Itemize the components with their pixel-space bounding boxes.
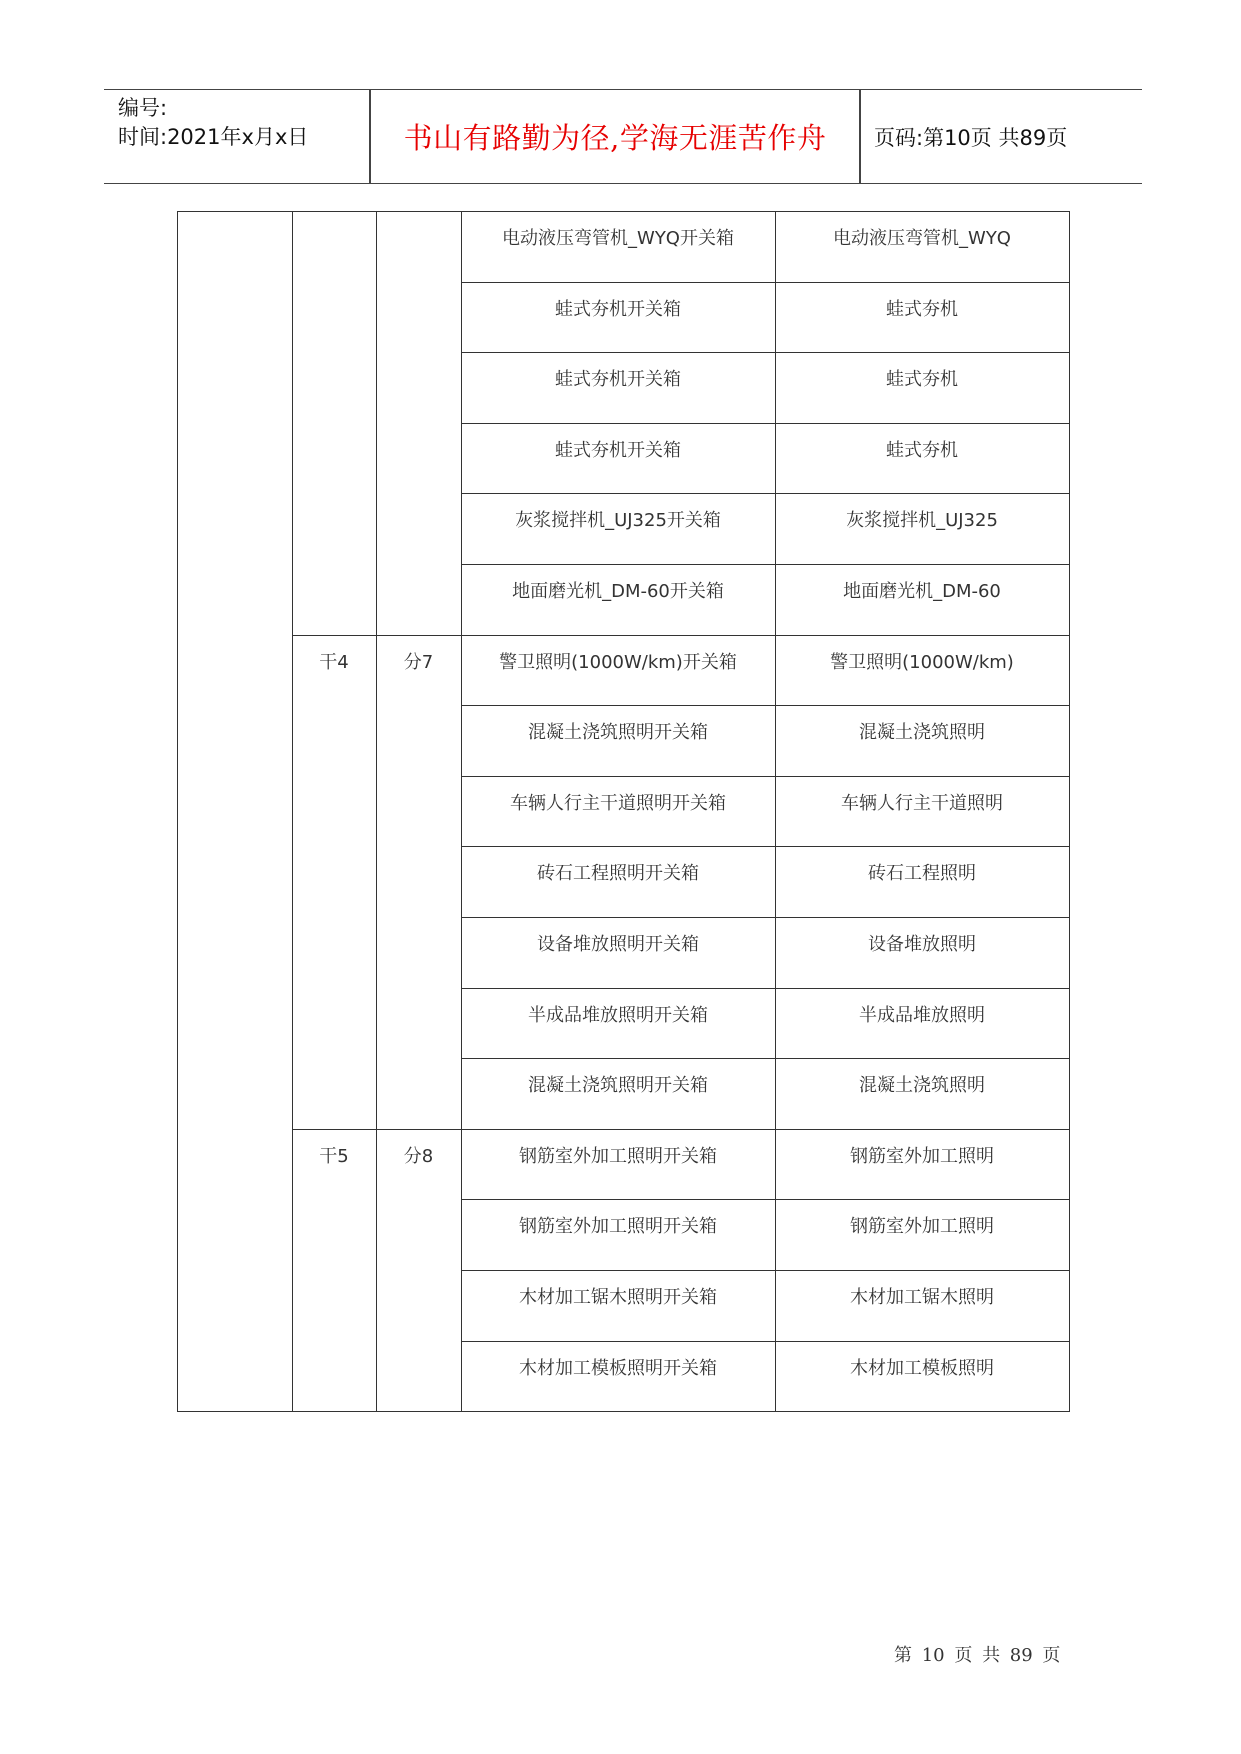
switch-box-cell: 灰浆搅拌机_UJ325开关箱 — [515, 510, 721, 531]
header-divider — [859, 90, 861, 183]
branch-line-cell: 分8 — [403, 1146, 434, 1167]
switch-box-cell: 蛙式夯机开关箱 — [555, 299, 681, 320]
document-time-label: 时间:2021年x月x日 — [118, 125, 309, 149]
switch-box-cell: 砖石工程照明开关箱 — [537, 863, 699, 884]
trunk-line-cell: 干4 — [319, 652, 349, 673]
equipment-cell: 设备堆放照明 — [868, 934, 976, 955]
switch-box-cell: 设备堆放照明开关箱 — [537, 934, 699, 955]
equipment-cell: 砖石工程照明 — [868, 863, 976, 884]
header-page-info: 页码:第10页 共89页 — [874, 125, 1068, 150]
switch-box-cell: 电动液压弯管机_WYQ开关箱 — [502, 228, 734, 249]
equipment-cell: 电动液压弯管机_WYQ — [833, 228, 1011, 249]
equipment-cell: 警卫照明(1000W/km) — [830, 652, 1014, 673]
table-column-border — [177, 211, 178, 1412]
equipment-cell: 蛙式夯机 — [886, 299, 958, 320]
switch-box-cell: 混凝土浇筑照明开关箱 — [528, 1075, 708, 1096]
equipment-cell: 车辆人行主干道照明 — [841, 793, 1003, 814]
distribution-table — [177, 211, 1070, 1413]
equipment-cell: 蛙式夯机 — [886, 369, 958, 390]
switch-box-cell: 钢筋室外加工照明开关箱 — [519, 1146, 717, 1167]
switch-box-cell: 木材加工锯木照明开关箱 — [519, 1287, 717, 1308]
branch-line-cell: 分7 — [403, 652, 434, 673]
equipment-cell: 地面磨光机_DM-60 — [843, 581, 1001, 602]
switch-box-cell: 混凝土浇筑照明开关箱 — [528, 722, 708, 743]
header-meta — [118, 94, 308, 152]
equipment-cell: 混凝土浇筑照明 — [859, 1075, 985, 1096]
equipment-cell: 木材加工模板照明 — [850, 1358, 994, 1379]
trunk-line-cell: 干5 — [319, 1146, 349, 1167]
trunk-line-cell — [292, 211, 376, 282]
switch-box-cell: 半成品堆放照明开关箱 — [528, 1005, 708, 1026]
document-number-label: 编号: — [118, 96, 168, 120]
switch-box-cell: 警卫照明(1000W/km)开关箱 — [499, 652, 737, 673]
switch-box-cell: 地面磨光机_DM-60开关箱 — [512, 581, 724, 602]
branch-line-cell — [376, 211, 461, 282]
switch-box-cell: 钢筋室外加工照明开关箱 — [519, 1216, 717, 1237]
equipment-cell: 灰浆搅拌机_UJ325 — [846, 510, 998, 531]
equipment-cell: 半成品堆放照明 — [859, 1005, 985, 1026]
table-column-border — [376, 211, 377, 1412]
table-column-border — [1069, 211, 1070, 1412]
switch-box-cell: 蛙式夯机开关箱 — [555, 369, 681, 390]
equipment-cell: 钢筋室外加工照明 — [850, 1216, 994, 1237]
equipment-cell: 钢筋室外加工照明 — [850, 1146, 994, 1167]
equipment-cell: 木材加工锯木照明 — [850, 1287, 994, 1308]
header-motto: 书山有路勤为径,学海无涯苦作舟 — [403, 121, 827, 155]
switch-box-cell: 蛙式夯机开关箱 — [555, 440, 681, 461]
equipment-cell: 混凝土浇筑照明 — [859, 722, 985, 743]
page-header — [104, 89, 1142, 184]
equipment-cell: 蛙式夯机 — [886, 440, 958, 461]
table-column-border — [292, 211, 293, 1412]
switch-box-cell: 车辆人行主干道照明开关箱 — [510, 793, 726, 814]
switch-box-cell: 木材加工模板照明开关箱 — [519, 1358, 717, 1379]
page-footer: 第 10 页 共 89 页 — [894, 1645, 1061, 1666]
